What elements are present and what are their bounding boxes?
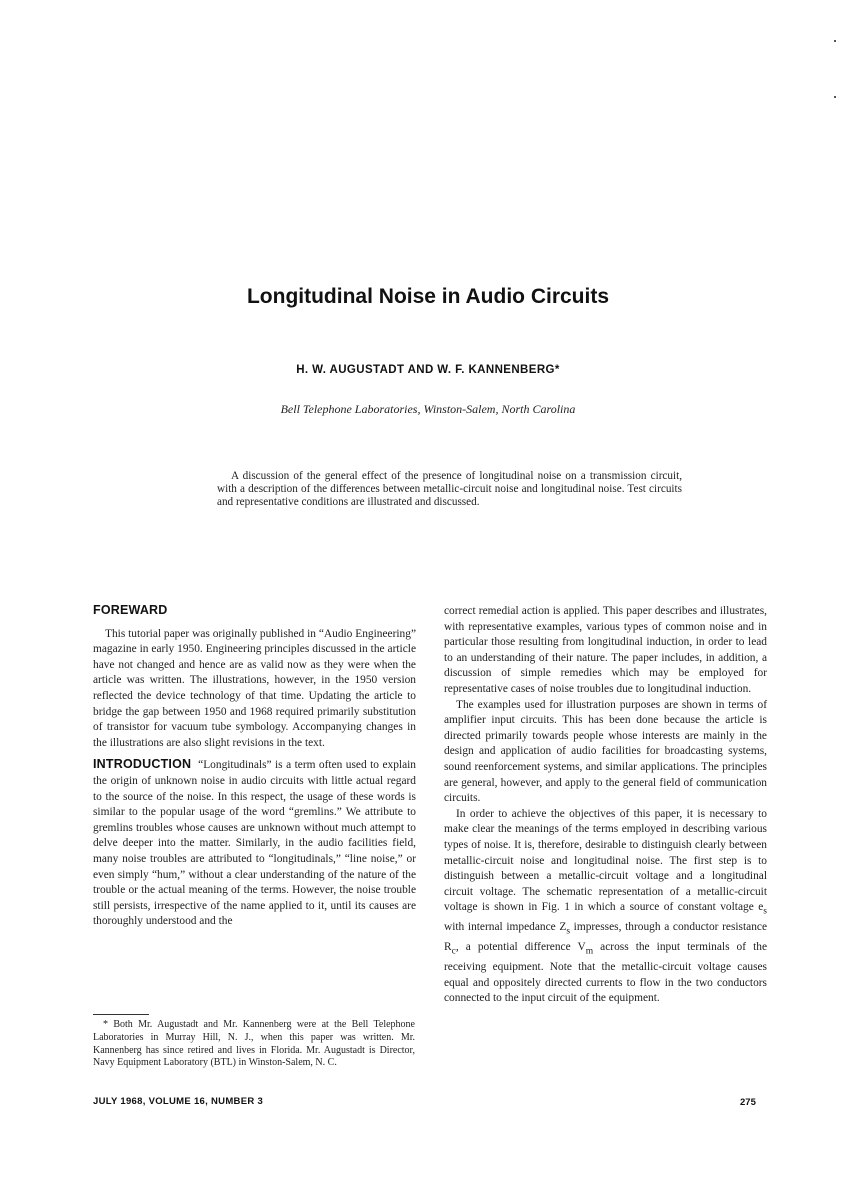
- foreward-heading: FOREWARD: [93, 603, 168, 617]
- author-affiliation: Bell Telephone Laboratories, Winston-Salem, North Carolina: [280, 402, 576, 416]
- subscript-s-2: s: [566, 926, 571, 937]
- right-paragraph-3: [444, 807, 767, 1007]
- subscript-s: s: [763, 906, 767, 917]
- p3-part-c: impresses, through a conductor resistance R: [444, 921, 768, 954]
- introduction-text: “Longitudinals” is a term often used to explain the origin of unknown noise in audio circuits with little actual regard to the source of the noise. In this respect, the usage of these words is similar to the popular usage of the word “gremlins.” We attribute to gremlins troubles whose causes are unknown without much attempt to delve deeper into the matter. Similarly, in the audio facilities field, many noise troubles are attributed to “longitudinals,” “line noise,” or even simply “hum,” without a clear understanding of the nature of the trouble or the actual meaning of the terms. However, the noise trouble still persists, irrespective of the name applied to it, until its causes are thoroughly understood and the: [93, 759, 416, 928]
- scan-speck: [834, 96, 836, 98]
- p3-part-e: across the input terminals of the receiving equipment. Note that the metallic-circuit voltage causes equal and oppositely directed currents to flow in the two conductors connected to the input circuit of the equipment.: [444, 941, 767, 1005]
- page-number: 275: [740, 1097, 756, 1108]
- p3-part-d: , a potential difference V: [455, 941, 586, 954]
- foreward-paragraph: This tutorial paper was originally published in “Audio Engineering” magazine in early 1950. Engineering principles discussed in the article have not changed and hence are as valid now as they were when the article was written. The illustrations, however, in the 1950 version reflected the device technology of that time. Updating the article to bridge the gap between 1950 and 1968 required primarily substitution of transistor for vacuum tube symbology. Accompanying changes in the illustrations are also slight revisions in the text.: [93, 627, 416, 749]
- subscript-c: c: [451, 946, 456, 957]
- p3-part-b: with internal impedance Z: [444, 921, 567, 934]
- journal-issue-line: JULY 1968, VOLUME 16, NUMBER 3: [93, 1096, 264, 1107]
- introduction-paragraph: [93, 757, 416, 930]
- author-footnote: * Both Mr. Augustadt and Mr. Kannenberg were at the Bell Telephone Laboratories in Murray Hill, N. J., when this paper was written. Mr. Kannenberg has since retired and lives in Florida. Mr. Augustadt is Director, Navy Equipment Laboratory (BTL) in Winston-Salem, N. C.: [93, 1019, 415, 1069]
- introduction-heading: INTRODUCTION: [93, 757, 192, 772]
- left-column: [93, 603, 416, 930]
- right-paragraph-1: correct remedial action is applied. This paper describes and illustrates, with representative examples, various types of common noise and in particular those resulting from longitudinal induction, in order to lead to an understanding of their nature. The paper includes, in addition, a discussion of simple remedies which may be employed for representative cases of noise troubles due to longitudinal induction.: [444, 605, 767, 695]
- p3-part-a: In order to achieve the objectives of this paper, it is necessary to make clear the meanings of the terms employed in describing various types of noise. It is, therefore, desirable to distinguish clearly between metallic-circuit noise and longitudinal noise. The first step is to distinguish between a metallic-circuit voltage and a longitudinal circuit voltage. The schematic representation of a metallic-circuit voltage is shown in Fig. 1 in which a source of constant voltage e: [444, 807, 767, 914]
- subscript-m: m: [585, 946, 594, 957]
- abstract: A discussion of the general effect of the presence of longitudinal noise on a transmission circuit, with a description of the differences between metallic-circuit noise and longitudinal noise. Test circuits and representative conditions are illustrated and discussed.: [217, 470, 682, 508]
- scan-speck: [834, 40, 836, 42]
- right-column: [444, 604, 767, 1007]
- right-paragraph-2: The examples used for illustration purposes are shown in terms of amplifier input circuits. This has been done because the article is directed primarily towards people whose interests are mainly in the design and application of audio facilities for broadcasting systems, sound reenforcement systems, and similar applications. The principles are general, however, and apply to the general field of communication circuits.: [444, 698, 767, 805]
- footnote-rule: [93, 1014, 149, 1015]
- article-title: Longitudinal Noise in Audio Circuits: [246, 285, 610, 308]
- article-authors: H. W. AUGUSTADT AND W. F. KANNENBERG*: [296, 364, 560, 376]
